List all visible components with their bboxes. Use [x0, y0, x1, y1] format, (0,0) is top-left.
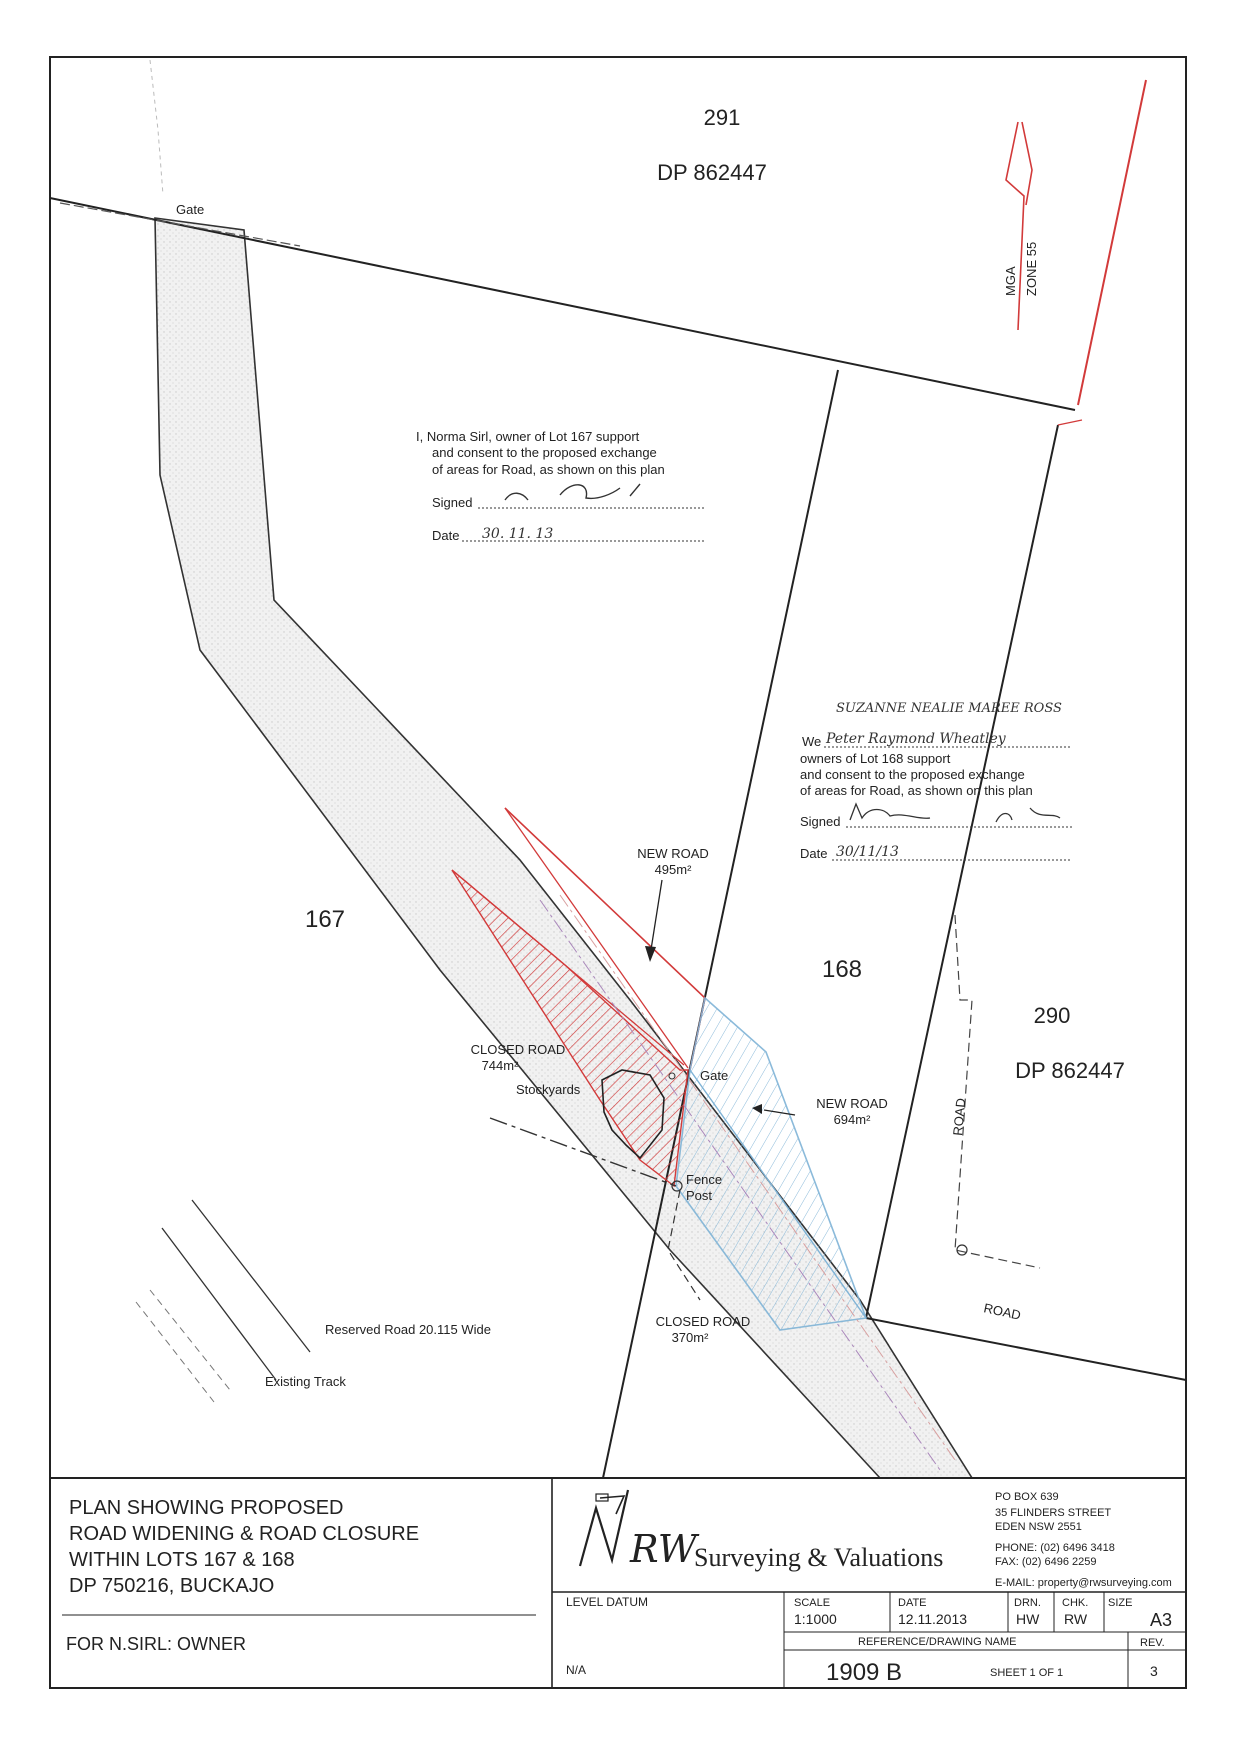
consent-168-handwritten-name-1: SUZANNE NEALIE MAREE ROSS — [836, 701, 1062, 716]
consent-167-line1: I, Norma Sirl, owner of Lot 167 support — [416, 429, 640, 444]
rw-logo-icon — [580, 1490, 700, 1571]
consent-168-handwritten-name-2: Peter Raymond Wheatley — [826, 731, 1006, 747]
road-south-boundary — [866, 1318, 1186, 1380]
level-datum-label: LEVEL DATUM — [566, 1595, 649, 1609]
lot-167-number: 167 — [304, 906, 346, 933]
plan-title-line3: WITHIN LOTS 167 & 168 — [69, 1549, 295, 1571]
phone-line: PHONE: (02) 6496 3418 — [995, 1542, 1115, 1554]
plan-title-line1: PLAN SHOWING PROPOSED — [69, 1497, 344, 1519]
new-road-495-area: 495m² — [654, 862, 692, 877]
consent-167-date-value: 30. 11. 13 — [482, 526, 554, 542]
mga-line-south — [1058, 420, 1082, 425]
drn-value: HW — [1016, 1611, 1040, 1627]
level-datum-value: N/A — [566, 1663, 587, 1677]
reference-label: REFERENCE/DRAWING NAME — [858, 1636, 1017, 1648]
size-value: A3 — [1150, 1610, 1173, 1630]
consent-167-line2: and consent to the proposed exchange — [432, 445, 657, 460]
reference-value: 1909 B — [826, 1659, 903, 1686]
signature-mark — [505, 484, 640, 500]
consent-168-line2: and consent to the proposed exchange — [800, 767, 1025, 782]
fence-label: Fence — [686, 1172, 723, 1187]
new-road-694-title: NEW ROAD — [816, 1096, 888, 1111]
rev-value: 3 — [1150, 1663, 1158, 1679]
existing-track-line-2 — [136, 1302, 214, 1402]
date-label: DATE — [898, 1597, 927, 1609]
road-bottom-label: ROAD — [982, 1300, 1023, 1323]
signature-mark — [850, 804, 1060, 822]
lot-291-dp: DP 862447 — [657, 160, 767, 185]
consent-167-date-label: Date — [432, 528, 460, 543]
zone-label: ZONE 55 — [1024, 241, 1039, 296]
size-label: SIZE — [1108, 1597, 1133, 1609]
consent-168-signed-label: Signed — [800, 814, 841, 829]
consent-168-line3: of areas for Road, as shown on this plan — [800, 783, 1033, 798]
lot-290-number: 290 — [1033, 1003, 1071, 1028]
drn-label: DRN. — [1014, 1597, 1041, 1609]
arrow-head-icon — [645, 946, 656, 962]
existing-track-label: Existing Track — [265, 1374, 346, 1389]
rev-label: REV. — [1140, 1637, 1165, 1649]
existing-track-line-1 — [150, 1290, 230, 1390]
consent-168-date-label: Date — [800, 846, 828, 861]
lot-168-east-boundary — [866, 425, 1058, 1318]
scale-label: SCALE — [794, 1597, 831, 1609]
closed-road-744-title: CLOSED ROAD — [470, 1042, 566, 1057]
address-line3: EDEN NSW 2551 — [995, 1521, 1082, 1533]
lot-290-dashed-boundary — [955, 915, 1040, 1268]
faint-boundary — [150, 60, 163, 195]
stockyards-label: Stockyards — [516, 1082, 581, 1097]
email-line: E-MAIL: property@rwsurveying.com — [995, 1577, 1172, 1589]
post-label: Post — [686, 1188, 713, 1203]
consent-block-167 — [416, 429, 706, 543]
address-line2: 35 FLINDERS STREET — [995, 1507, 1112, 1519]
consent-block-168 — [800, 701, 1072, 861]
new-road-694-area: 694m² — [833, 1112, 871, 1127]
consent-167-signed-label: Signed — [432, 495, 473, 510]
survey-mark-icon — [957, 1245, 967, 1255]
road-vertical-label: ROAD — [950, 1097, 969, 1137]
consent-167-line3: of areas for Road, as shown on this plan — [432, 462, 665, 477]
new-road-495-arrow — [650, 880, 662, 956]
plan-title-line4: DP 750216, BUCKAJO — [69, 1575, 275, 1597]
sheet-label: SHEET 1 OF 1 — [990, 1667, 1064, 1679]
logo-letters: RW — [630, 1527, 697, 1571]
consent-168-date-value: 30/11/13 — [836, 844, 899, 860]
closed-road-744-area: 744m² — [481, 1058, 519, 1073]
mga-line — [1078, 80, 1146, 405]
new-road-495-title: NEW ROAD — [637, 846, 709, 861]
reserved-road-label: Reserved Road 20.115 Wide — [325, 1322, 491, 1337]
reserved-road-line-1 — [192, 1200, 310, 1352]
consent-168-line1: owners of Lot 168 support — [800, 751, 951, 766]
owner-label: FOR N.SIRL: OWNER — [66, 1634, 247, 1654]
lot-291-number: 291 — [703, 105, 741, 130]
lot-290-dp: DP 862447 — [1015, 1058, 1125, 1083]
consent-168-we-label: We — [802, 734, 822, 749]
plan-title-line2: ROAD WIDENING & ROAD CLOSURE — [69, 1523, 420, 1545]
chk-label: CHK. — [1062, 1597, 1089, 1609]
company-name: Surveying & Valuations — [694, 1543, 944, 1572]
date-value: 12.11.2013 — [898, 1611, 968, 1627]
closed-road-370-area: 370m² — [671, 1330, 709, 1345]
lot-168-number: 168 — [821, 956, 863, 983]
fax-line: FAX: (02) 6496 2259 — [995, 1556, 1097, 1568]
gate-mid-label: Gate — [700, 1068, 729, 1083]
mga-label: MGA — [1003, 266, 1018, 296]
chk-value: RW — [1064, 1611, 1088, 1627]
north-arrow-icon — [1006, 122, 1032, 330]
reserved-road-line-2 — [162, 1228, 276, 1380]
scale-value: 1:1000 — [794, 1611, 837, 1627]
gate-top-label: Gate — [176, 202, 205, 217]
address-line1: PO BOX 639 — [995, 1491, 1059, 1503]
closed-road-370-title: CLOSED ROAD — [655, 1314, 751, 1329]
